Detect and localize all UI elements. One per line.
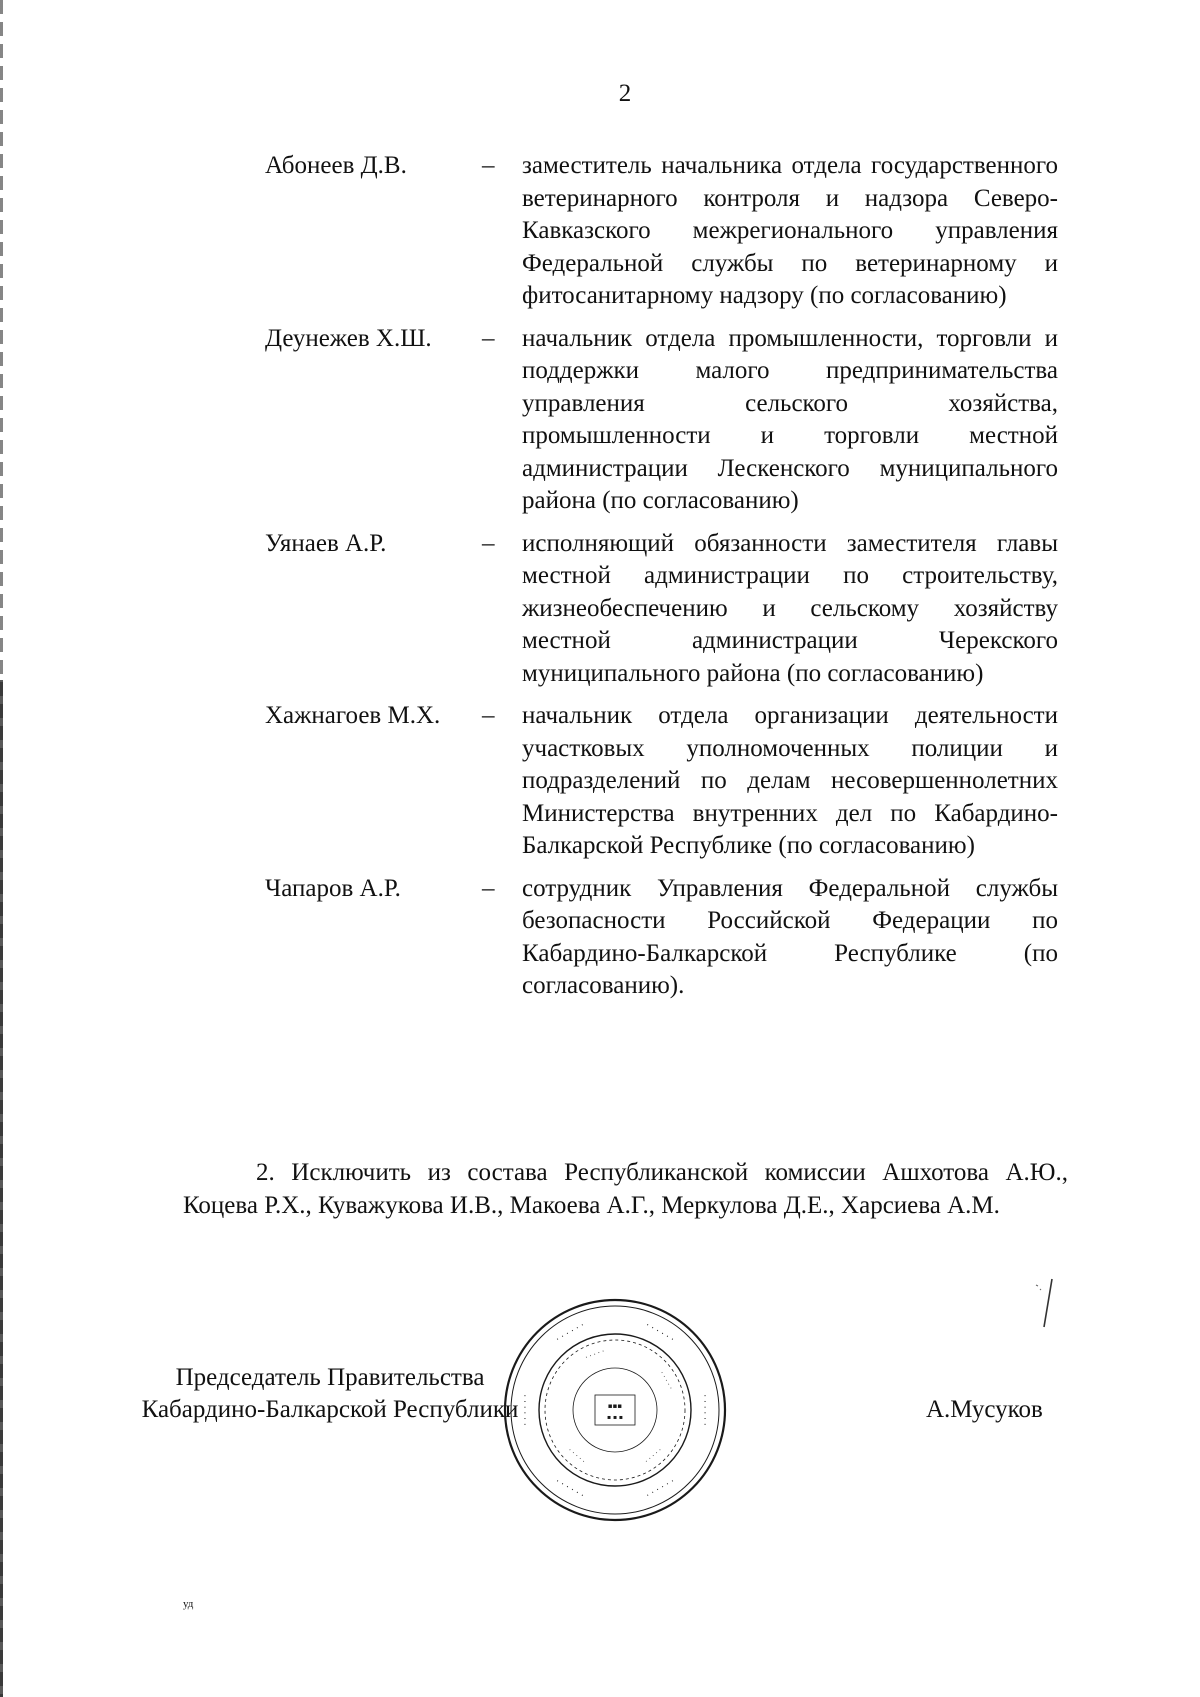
page-number: 2 — [618, 80, 632, 107]
signature-name: А.Мусуков — [926, 1396, 1043, 1423]
member-description: начальник отдела организации деятельности участковых уполномоченных полиции и подразделений по делам несовершеннолетних Министерства внутренних дел по Кабардино-Балкарской Республике (по согласованию) — [522, 702, 1058, 859]
svg-text:· · · · · ·: · · · · · · — [643, 1474, 676, 1500]
svg-text:· · · · ·: · · · · · — [584, 1347, 606, 1362]
member-entry — [0, 873, 1200, 1003]
member-dash: – — [482, 702, 495, 729]
svg-text:· · · · · ·: · · · · · · — [554, 1320, 587, 1346]
footer-code: уд — [183, 1598, 194, 1610]
signature-title-line2: Кабардино-Балкарской Республики — [141, 1396, 519, 1423]
member-description: заместитель начальника отдела государственного ветеринарного контроля и надзора Северо-Кавказского межрегионального управления Федеральной службы по ветеринарному и фитосанитарному надзору (по согласованию) — [522, 152, 1058, 309]
member-entry — [0, 700, 1200, 863]
svg-text:· · · · · ·: · · · · · · — [699, 1394, 709, 1426]
svg-text:· · · · · ·: · · · · · · — [554, 1474, 587, 1500]
member-description: начальник отдела промышленности, торговли и поддержки малого предпринимательства управления сельского хозяйства, промышленности и торговли местной администрации Лескенского муниципального района (по согласованию) — [522, 324, 1058, 514]
svg-text:▪▪▪: ▪▪▪ — [607, 1402, 623, 1410]
svg-text:· · · · ·: · · · · · — [657, 1369, 675, 1392]
member-entry — [0, 323, 1200, 518]
member-entry — [0, 528, 1200, 691]
member-name: Абонеев Д.В. — [265, 152, 407, 179]
member-entry — [0, 150, 1200, 313]
member-dash: – — [482, 152, 495, 179]
svg-text:· · · · ·: · · · · · — [642, 1445, 664, 1465]
signature-title-line1: Председатель Правительства — [175, 1364, 485, 1391]
member-dash: – — [482, 324, 495, 352]
member-dash: – — [482, 874, 495, 902]
svg-text:· · · · · ·: · · · · · · — [521, 1394, 531, 1426]
svg-text:· · · · ·: · · · · · — [566, 1445, 588, 1465]
member-name: Чапаров А.Р. — [265, 874, 401, 902]
member-description: сотрудник Управления Федеральной службы безопасности Российской Федерации по Кабардино-Балкарской Республике (по согласованию). — [522, 874, 1058, 999]
member-dash: – — [482, 529, 495, 557]
member-name: Деунежев Х.Ш. — [265, 324, 432, 352]
member-name: Уянаев А.Р. — [265, 529, 387, 557]
svg-text:▪ ▪ ▪: ▪ ▪ ▪ — [606, 1414, 624, 1421]
member-description: исполняющий обязанности заместителя главы местной администрации по строительству, жизнеобеспечению и сельскому хозяйству местной администрации Черекского муниципального района (по согласованию) — [522, 529, 1058, 687]
member-name: Хажнагоев М.Х. — [265, 702, 441, 729]
exclusion-paragraph: 2. Исключить из состава Республиканской комиссии Ашхотова А.Ю., Коцева Р.Х., Куважукова И.В., Макоева А.Г., Меркулова Д.Е., Харсиева А.М. — [183, 1159, 1068, 1219]
members-list — [0, 150, 1200, 1013]
official-seal — [500, 1295, 730, 1525]
svg-text:· · · · · ·: · · · · · · — [643, 1320, 676, 1346]
signature-scribble — [1030, 1275, 1060, 1335]
